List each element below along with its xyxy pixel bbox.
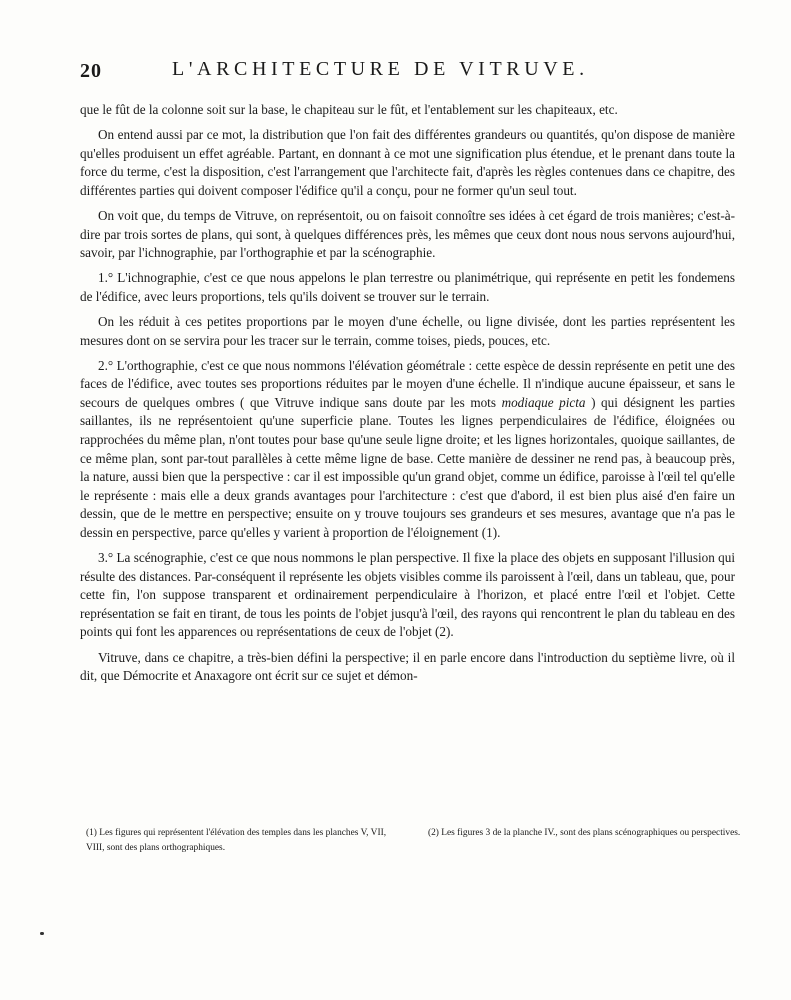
paragraph: On les réduit à ces petites proportions par le moyen d'une échelle, ou ligne divisée, dont les parties représentent les mesures dont on se servira pour les tracer sur le terrain, comme toises, pieds, pouces, etc. xyxy=(80,313,735,348)
ink-speck xyxy=(40,932,44,935)
latin-phrase: modiaque picta xyxy=(501,394,586,410)
page-header xyxy=(80,58,740,88)
paragraph: que le fût de la colonne soit sur la base, le chapiteau sur le fût, et l'entablement sur les chapiteaux, etc. xyxy=(80,102,618,117)
paragraph: Vitruve, dans ce chapitre, a très-bien défini la perspective; il en parle encore dans l'introduction du septième livre, où il dit, que Démocrite et Anaxagore ont écrit sur ce sujet et démon- xyxy=(80,649,735,684)
paragraph: 2.° L'orthographie, c'est ce que nous nommons l'élévation géométrale : cette espèce de dessin représente en petit une des faces de l'édifice, avec toutes ses proportions réduites par le moyen d'une échelle. Il n'indique aucune épaisseur, et sans le secours de quelques ombres ( que Vitruve indique sans doute par les mots modiaque picta ) qui désignent les parties saillantes, ils ne représentoient qu'une superficie plane. Toutes les lignes perpendiculaires de l'édifice, éloignées ou rapprochées du même plan, n'ont toutes pour base qu'une seule ligne droite; et les lignes horizontales, quoique saillantes, de ce même plan, sont par-tout parallèles à cette même ligne de base. Cette manière de dessiner ne rend pas, à beaucoup près, la nature, aussi bien que la perspective : car il est impossible qu'un grand objet, comme un édifice, paroisse à l'œil tel qu'elle le représente : mais elle a deux grands avantages pour l'architecture : c'est que d'abord, il est bien plus aisé d'en faire un dessin, que de le mettre en perspective; ensuite on y trouve toujours ses grandeurs et ses mesures, avantage que n'a pas le dessin en perspective, parce qu'elles y varient à proportion de l'éloignement (1). xyxy=(80,357,735,540)
body-text xyxy=(80,101,735,692)
paragraph: On voit que, du temps de Vitruve, on représentoit, ou on faisoit connoître ses idées à cet égard de trois manières; c'est-à-dire par trois sortes de plans, qui sont, à quelques différences près, les mêmes que ceux dont nous nous servons aujourd'hui, savoir, par l'ichnographie, par l'orthographie et par la scénographie. xyxy=(80,207,735,261)
paragraph: On entend aussi par ce mot, la distribution que l'on fait des différentes grandeurs ou quantités, qu'on dispose de manière qu'elles produisent un effet agréable. Partant, en donnant à ce mot une signification plus étendue, et le prenant dans toute la force du terme, c'est la disposition, c'est l'arrangement que l'architecte fait, d'après les règles contenues dans ce chapitre, des différentes parties qui doivent composer l'édifice qu'il a conçu, pour ne former qu'un seul tout. xyxy=(80,127,735,198)
paragraph: 3.° La scénographie, c'est ce que nous nommons le plan perspective. Il fixe la place des objets en supposant l'illusion qui résulte des distances. Par-conséquent il représente les objets visibles comme ils paroissent à l'œil, dans un tableau, que, pour cette fin, l'on suppose transparent et ordinairement perpendiculaire à l'horizon, et placé entre l'œil et l'objet. Cette représentation se fait en tirant, de tous les points de l'objet jusqu'à l'œil, des rayons qui rencontrent le plan du tableau en des points qui font les apparences ou représentations de ceux de l'objet (2). xyxy=(80,550,735,640)
page-number: 20 xyxy=(80,60,102,82)
footnote-1: (1) Les figures qui représentent l'élévation des temples dans les planches V, VII, VIII, sont des plans orthographiques. xyxy=(86,828,387,853)
running-head: L'ARCHITECTURE DE VITRUVE. xyxy=(172,58,589,80)
paragraph: 1.° L'ichnographie, c'est ce que nous appelons le plan terrestre ou planimétrique, qui représente en petit les fondemens de l'édifice, avec leurs proportions, tels qu'ils doivent se trouver sur le terrain. xyxy=(80,270,735,304)
footnote-2: (2) Les figures 3 de la planche IV., sont des plans scénographiques ou perspectives. xyxy=(428,828,741,838)
